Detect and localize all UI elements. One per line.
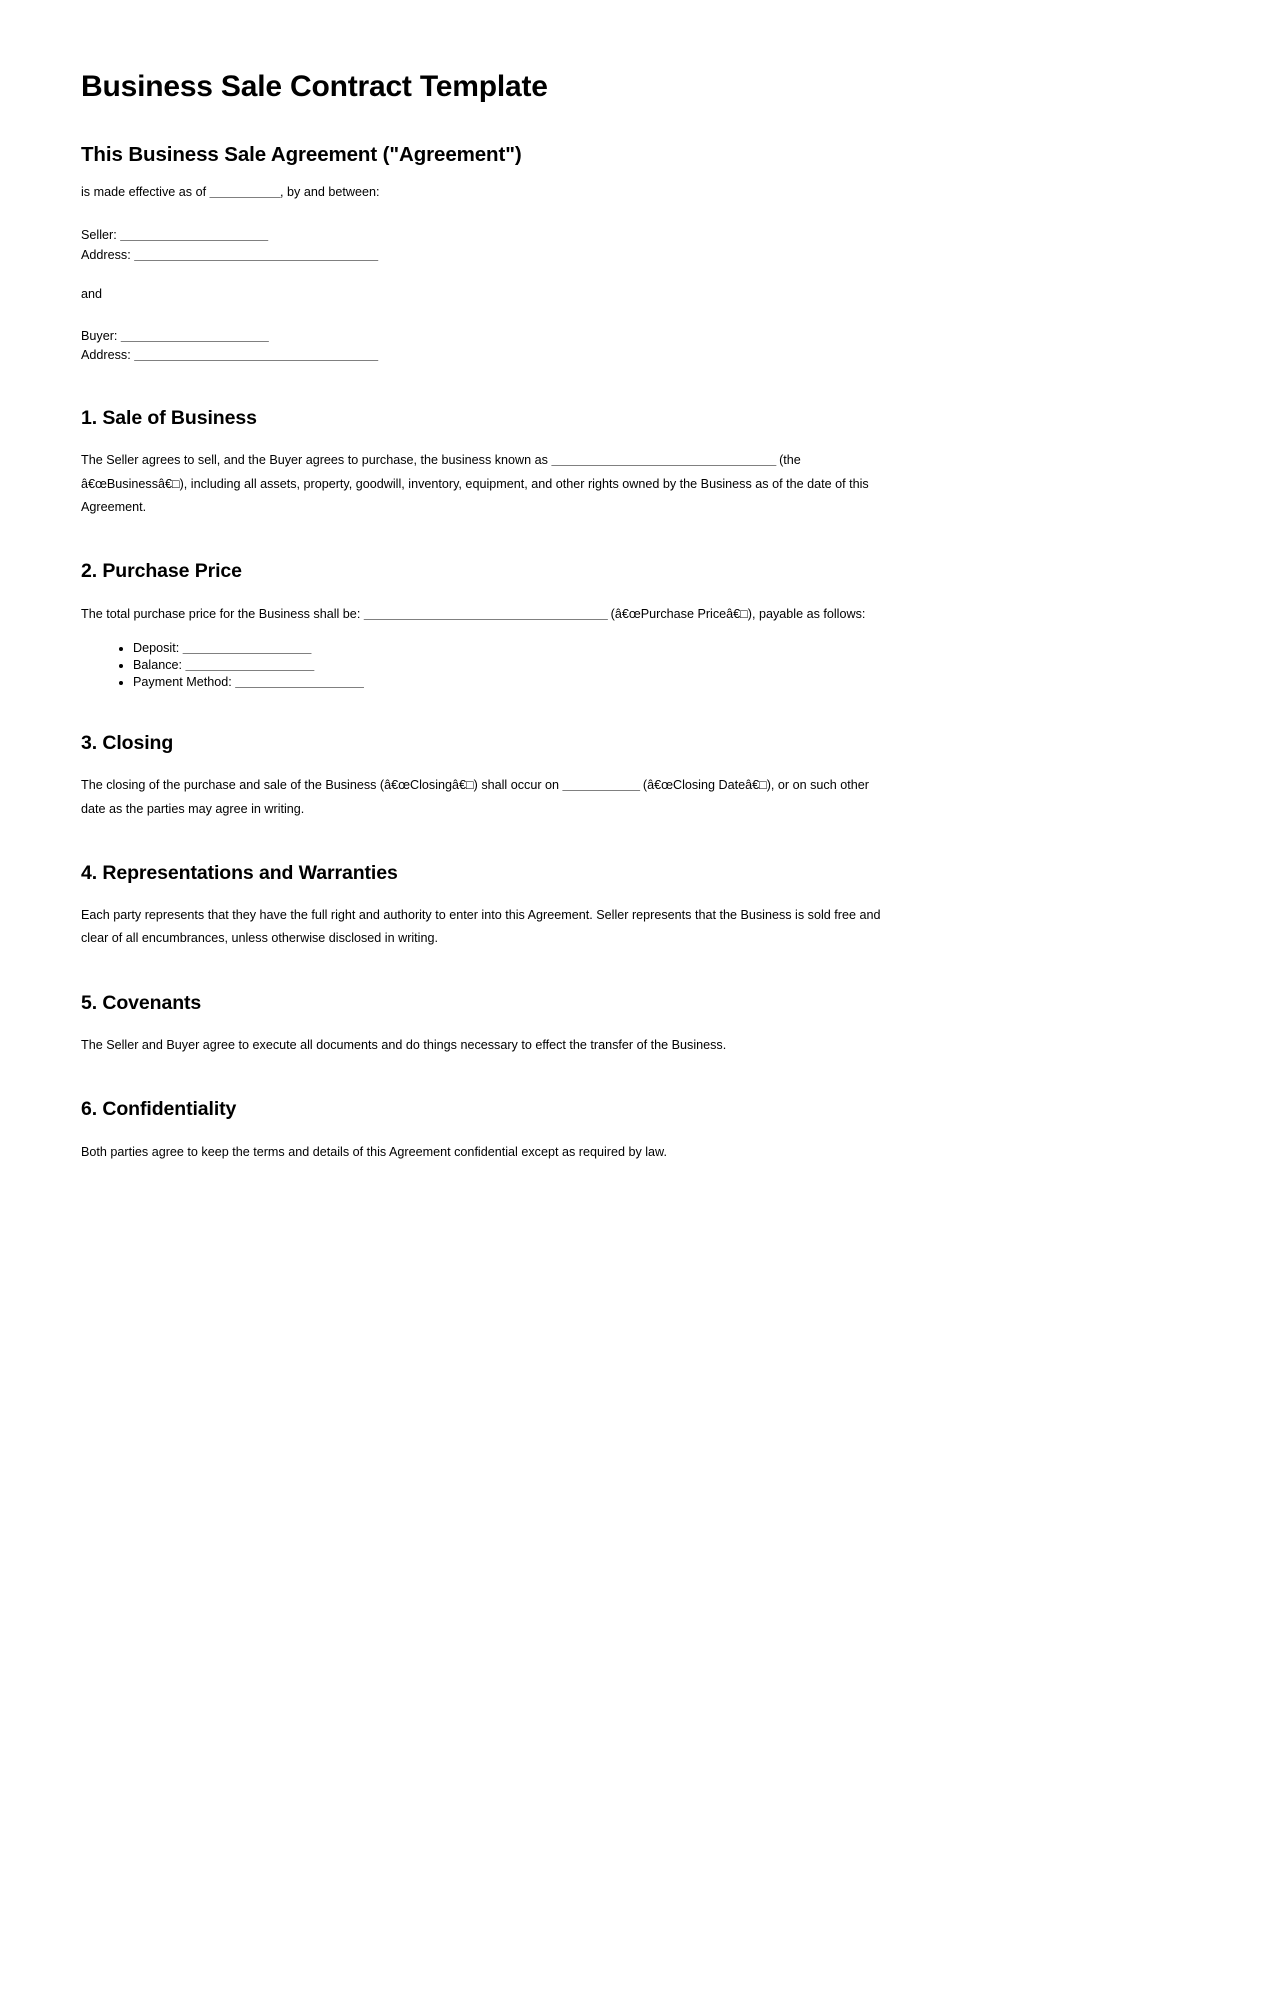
payment-terms-list — [81, 640, 891, 691]
seller-address-line — [81, 246, 891, 266]
conjunction-line: and — [81, 287, 103, 302]
section-body-confidentiality: Both parties agree to keep the terms and details of this Agreement confidential except as required by law. — [81, 1144, 667, 1159]
sale-of-business-text-1: The Seller agrees to sell, and the Buyer agrees to purchase, the business known as — [81, 453, 552, 468]
sale-of-business-blank: ___________________________________ — [551, 453, 776, 468]
buyer-block — [81, 327, 891, 366]
payment-method-blank: ____________________ — [235, 674, 364, 689]
agreement-heading: This Business Sale Agreement ("Agreement") — [81, 142, 522, 166]
purchase-price-text-1: The total purchase price for the Business shall be: — [81, 606, 364, 621]
list-item — [133, 674, 891, 691]
seller-label: Seller: — [81, 228, 121, 243]
buyer-address-label: Address: — [81, 348, 135, 363]
buyer-address-blank: ______________________________________ — [134, 348, 378, 363]
section-body-closing — [81, 774, 891, 821]
seller-address-label: Address: — [81, 247, 135, 262]
buyer-label: Buyer: — [81, 328, 121, 343]
seller-address-blank: ______________________________________ — [134, 247, 378, 262]
section-body-purchase-price — [81, 603, 891, 626]
balance-label: Balance: — [133, 657, 186, 672]
purchase-price-text-2: (â€œPurchase Priceâ€□), payable as follows: — [607, 606, 866, 621]
list-item — [133, 657, 891, 674]
section-heading-covenants: 5. Covenants — [81, 991, 202, 1014]
section-heading-sale-of-business: 1. Sale of Business — [81, 407, 257, 429]
buyer-address-line — [81, 346, 891, 366]
closing-text-2: (â€œClosing Dateâ€□), or on such other date as the parties may agree in writing. — [81, 778, 869, 816]
sale-of-business-text-2: (the â€œBusinessâ€□), including all assets, property, goodwill, inventory, equipment, and other rights owned by the Business as of the date of this Agreement. — [81, 453, 869, 514]
effective-date-prefix: is made effective as of — [81, 185, 210, 200]
deposit-blank: ____________________ — [182, 640, 311, 655]
seller-name-line — [81, 226, 891, 246]
section-heading-representations-and-warranties: 4. Representations and Warranties — [81, 861, 398, 884]
deposit-label: Deposit: — [133, 640, 183, 655]
section-heading-confidentiality: 6. Confidentiality — [81, 1098, 237, 1121]
effective-date-suffix: , by and between: — [280, 185, 380, 200]
payment-method-label: Payment Method: — [133, 674, 236, 689]
document-body — [81, 68, 891, 1164]
closing-date-blank: ____________ — [562, 778, 640, 793]
seller-name-blank: _______________________ — [120, 228, 268, 243]
seller-block — [81, 226, 891, 265]
closing-text-1: The closing of the purchase and sale of the Business (â€œClosingâ€□) shall occur on — [81, 778, 563, 793]
section-body-representations-and-warranties: Each party represents that they have the full right and authority to enter into this Agreement. Seller represents that the Business is sold free and clear of all encumbrances, unless otherwise disclosed in writing. — [81, 908, 881, 946]
balance-blank: ____________________ — [185, 657, 314, 672]
buyer-name-line — [81, 327, 891, 347]
list-item — [133, 640, 891, 657]
section-body-covenants: The Seller and Buyer agree to execute all documents and do things necessary to effect the transfer of the Business. — [81, 1038, 727, 1053]
buyer-name-blank: _______________________ — [120, 328, 269, 343]
section-body-sale-of-business — [81, 449, 891, 519]
section-heading-closing: 3. Closing — [81, 731, 174, 754]
effective-date-blank: ___________ — [209, 185, 281, 200]
purchase-price-blank: ______________________________________ — [363, 606, 608, 621]
section-heading-purchase-price: 2. Purchase Price — [81, 560, 242, 583]
effective-date-line — [81, 181, 891, 204]
page-title: Business Sale Contract Template — [81, 70, 548, 103]
